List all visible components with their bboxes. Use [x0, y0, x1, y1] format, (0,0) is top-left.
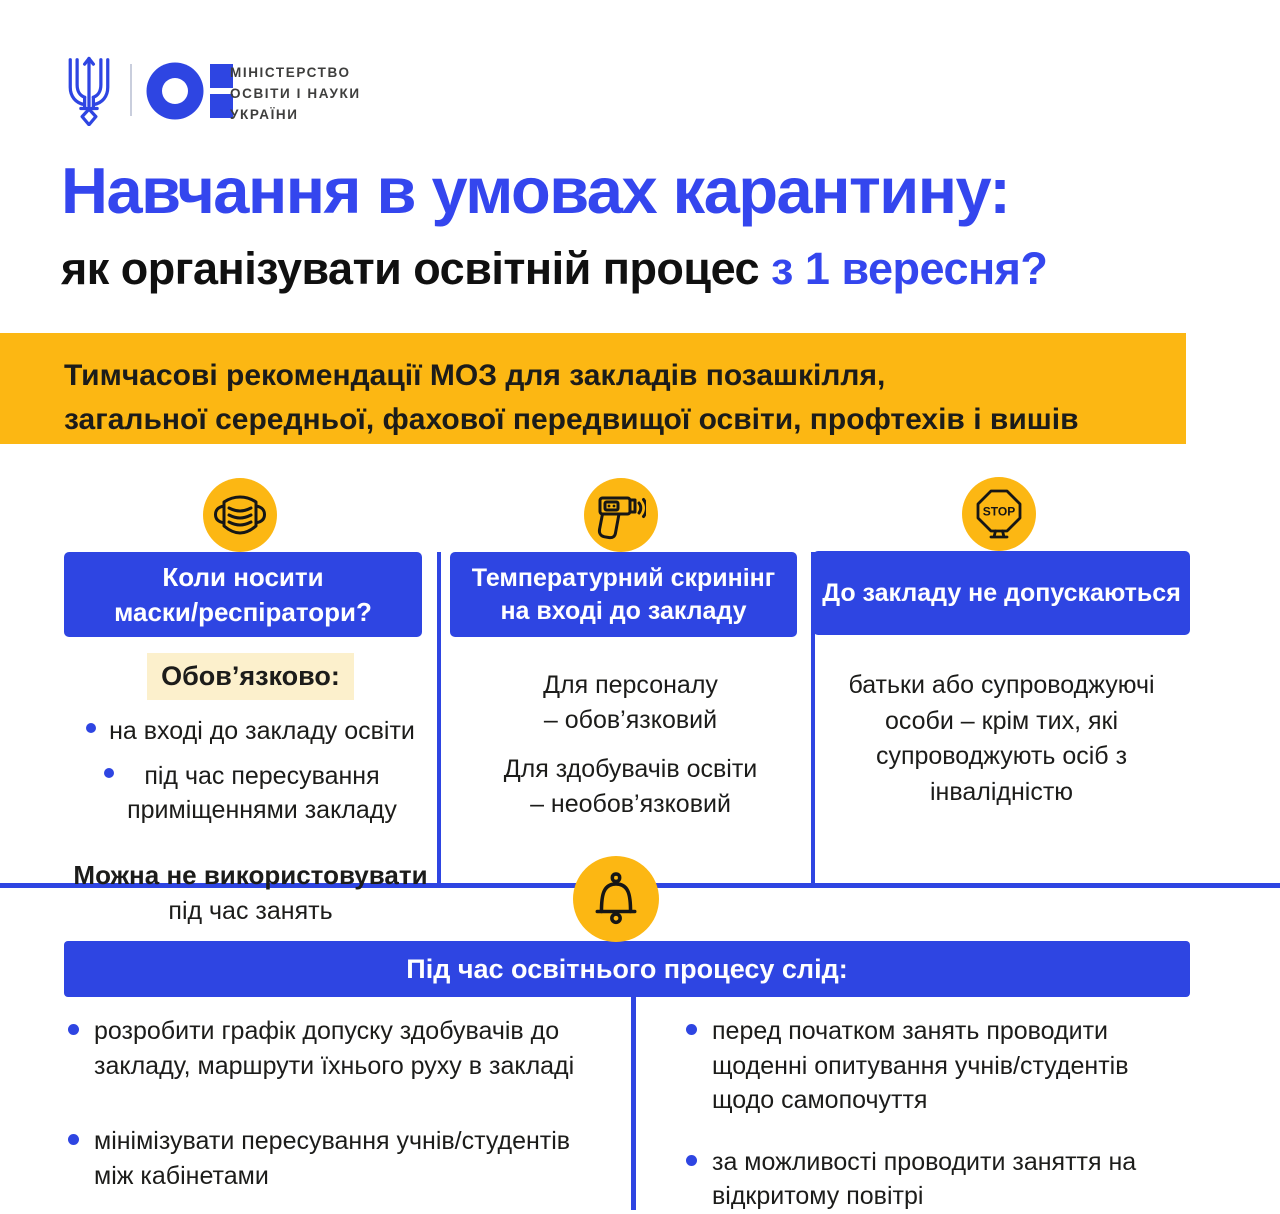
stop-sign-icon: [962, 477, 1036, 551]
process-header-text: Під час освітнього процесу слід:: [406, 953, 848, 984]
column-header-masks-line2: маски/респіратори?: [114, 596, 372, 627]
screening-item-staff-line1: Для персоналу: [543, 671, 718, 699]
list-item-text: [127, 759, 397, 828]
thermometer-gun-icon: [584, 478, 658, 552]
screening-item-students-line1: Для здобувачів освіти: [503, 755, 758, 783]
list-item-text: за можливості проводити заняття на відкритому повітрі: [712, 1147, 1137, 1210]
list-item-text-line2: приміщеннями закладу: [127, 796, 397, 825]
screening-item-students: [450, 752, 811, 821]
screening-item-staff: [450, 668, 811, 737]
page-subtitle-accent: з 1 вересня?: [771, 243, 1048, 294]
bullet-dot: [104, 768, 114, 778]
column-header-no-entry: [813, 551, 1190, 635]
masks-note-bold: Можна не використовувати: [73, 859, 428, 890]
list-item: [68, 1014, 613, 1083]
svg-text:STOP: STOP: [982, 504, 1016, 519]
bottom-column-divider: [631, 997, 636, 1210]
bell-icon: [573, 856, 659, 942]
ministry-name-line2: ОСВІТИ І НАУКИ: [230, 85, 361, 101]
column-header-screening-line2: на вході до закладу: [500, 596, 747, 625]
list-item: [68, 1124, 613, 1193]
mandatory-label: Обов’язково:: [147, 653, 354, 700]
process-list-left: [68, 1014, 613, 1193]
screening-item-students-line2: – необов’язковий: [530, 789, 731, 818]
column-header-screening: [450, 552, 797, 637]
bullet-dot: [68, 1024, 79, 1035]
list-item-text: мінімізувати пересування учнів/студентів між кабінетами: [94, 1127, 571, 1190]
list-item-text: розробити графік допуску здобувачів до закладу, маршрути їхнього руху в закладі: [94, 1017, 575, 1080]
list-item-text-line1: під час пересування: [144, 761, 380, 790]
page-title: Навчання в умовах карантину:: [61, 154, 1010, 227]
bullet-dot: [686, 1024, 697, 1035]
masks-note: [64, 858, 437, 928]
bullet-dot: [686, 1155, 697, 1166]
screening-item-staff-line2: – обов’язковий: [543, 705, 718, 734]
list-item-text: на вході до закладу освіти: [109, 717, 415, 746]
process-header-bar: [64, 941, 1190, 997]
mon-o-colon-logo: [146, 61, 236, 126]
logo-divider: [130, 64, 132, 116]
ministry-name-line3: УКРАЇНИ: [230, 106, 299, 122]
masks-note-regular: під час занять: [168, 896, 333, 925]
masks-column-body: [64, 653, 437, 928]
process-list-right: [686, 1014, 1161, 1214]
list-item: [686, 1145, 1161, 1214]
mask-icon: [203, 478, 277, 552]
banner-line1: Тимчасові рекомендації МОЗ для закладів позашкілля,: [64, 359, 886, 392]
no-entry-column-body: батьки або супроводжуючі особи – крім тих, які супроводжують осіб з інвалідністю: [848, 671, 1155, 806]
page-subtitle: [61, 243, 1047, 295]
page-subtitle-dark: як організувати освітній процес: [61, 243, 772, 294]
recommendations-banner: [0, 333, 1186, 444]
column-header-masks: [64, 552, 422, 637]
ukraine-trident-icon: [62, 56, 116, 131]
column-divider-1: [437, 552, 441, 884]
banner-line2: загальної середньої, фахової передвищої освіти, профтехів і вишів: [64, 403, 1079, 437]
ministry-name-line1: МІНІСТЕРСТВО: [230, 65, 351, 80]
list-item: [64, 714, 437, 749]
bullet-dot: [68, 1134, 79, 1145]
ministry-name: [230, 63, 361, 126]
list-item: [64, 759, 437, 828]
list-item-text: перед початком занять проводити щоденні опитування учнів/студентів щодо самопочуття: [712, 1017, 1129, 1114]
column-header-screening-line1: Температурний скринінг: [471, 563, 776, 592]
column-header-masks-line1: Коли носити: [162, 562, 324, 593]
list-item: [686, 1014, 1161, 1118]
bullet-dot: [86, 723, 96, 733]
column-header-no-entry-text: До закладу не допускаються: [822, 578, 1181, 607]
screening-column-body: [450, 668, 811, 821]
